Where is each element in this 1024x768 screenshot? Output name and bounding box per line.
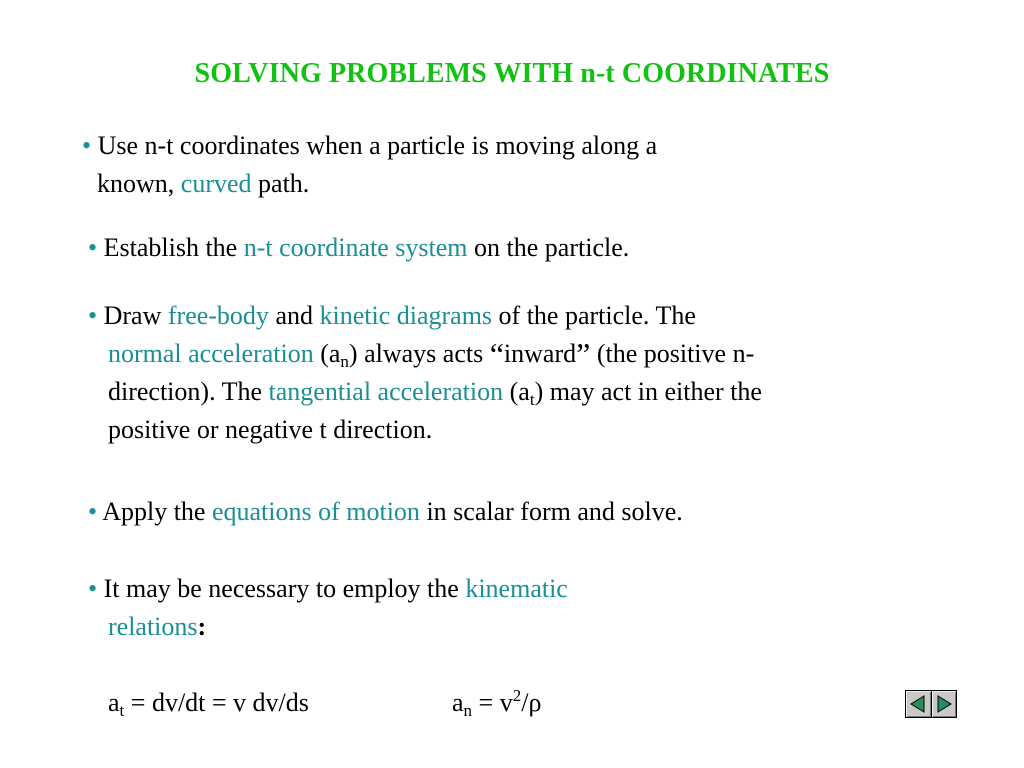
colon: : (197, 612, 207, 641)
highlight-kinematic: kinematic (465, 574, 568, 603)
bullet-dot: • (88, 574, 98, 603)
bullet-5-text: It may be necessary to employ the (103, 574, 466, 603)
subscript-n: n (463, 701, 473, 720)
next-button[interactable] (932, 691, 957, 717)
bullet-dot: • (88, 497, 98, 526)
superscript-2: 2 (512, 686, 522, 705)
eq-a: a (108, 688, 120, 717)
bullet-3-text: Draw (103, 301, 168, 330)
bullet-3-text: ) always acts (348, 339, 490, 368)
eq-body: = v (472, 688, 513, 717)
open-quote: “ (489, 336, 504, 372)
bullet-3-text: of the particle. The (492, 301, 696, 330)
prev-arrow-icon (909, 695, 927, 713)
eq-body: = dv/dt = v dv/ds (124, 688, 309, 717)
bullet-5 (88, 570, 568, 646)
bullet-1-text: path. (251, 169, 310, 198)
highlight-relations: relations (108, 612, 198, 641)
bullet-4-text: Apply the (102, 497, 212, 526)
bullet-3-text: direction). The (108, 377, 269, 406)
highlight-normal-acceleration: normal acceleration (108, 339, 314, 368)
bullet-3-text: (a (503, 377, 530, 406)
bullet-1-line-1: Use n-t coordinates when a particle is moving along a (97, 131, 658, 160)
bullet-3-text: (a (313, 339, 341, 368)
next-arrow-icon (935, 695, 953, 713)
subscript-t: t (119, 701, 125, 720)
bullet-3-text: and (268, 301, 320, 330)
bullet-2 (88, 229, 629, 267)
bullet-3 (88, 297, 762, 449)
highlight-curved: curved (180, 169, 252, 198)
bullet-2-text: on the particle. (467, 233, 630, 262)
highlight-free-body: free-body (167, 301, 269, 330)
bullet-3-text: ) may act in either the (534, 377, 762, 406)
bullet-3-text: inward (503, 339, 577, 368)
bullet-dot: • (82, 131, 92, 160)
subscript-n: n (340, 352, 349, 371)
bullet-1-text: known, (97, 169, 181, 198)
bullet-dot: • (88, 233, 98, 262)
bullet-1 (82, 127, 657, 203)
close-quote: ” (576, 336, 591, 372)
eq-rho: /ρ (521, 688, 542, 717)
eq-a: a (452, 688, 464, 717)
bullet-2-text: Establish the (103, 233, 244, 262)
bullet-dot: • (88, 301, 98, 330)
equation-tangential (108, 684, 309, 722)
highlight-kinetic-diagrams: kinetic diagrams (319, 301, 493, 330)
bullet-3-text: positive or negative t direction. (108, 415, 433, 444)
subscript-t: t (529, 390, 535, 409)
bullet-4 (88, 493, 683, 531)
highlight-nt-system: n-t coordinate system (243, 233, 468, 262)
prev-button[interactable] (906, 691, 932, 717)
highlight-tangential-acceleration: tangential acceleration (268, 377, 504, 406)
slide-navigation (905, 690, 957, 718)
highlight-equations-of-motion: equations of motion (211, 497, 420, 526)
bullet-3-text: (the positive n- (590, 339, 755, 368)
bullet-4-text: in scalar form and solve. (419, 497, 683, 526)
page-title: SOLVING PROBLEMS WITH n-t COORDINATES (194, 58, 830, 89)
equation-normal (452, 684, 541, 722)
